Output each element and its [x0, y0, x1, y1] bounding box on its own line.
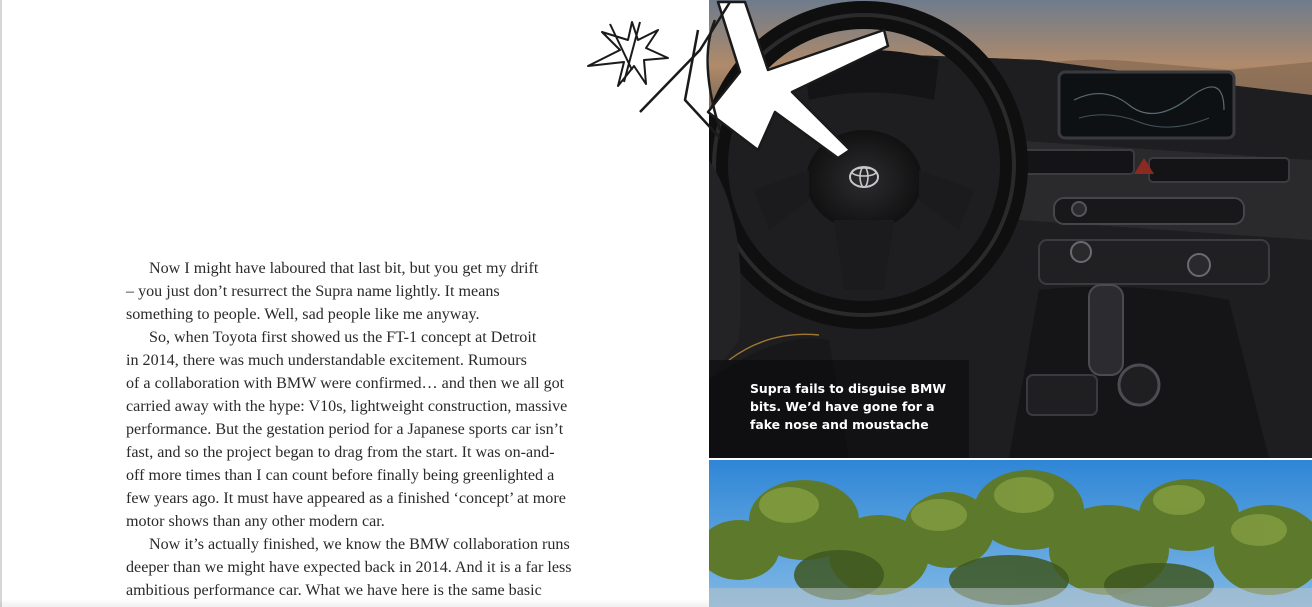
article-line: So, when Toyota first showed us the FT-1 concept at Detroit	[149, 329, 537, 346]
caption-line: fake nose and moustache	[750, 417, 929, 432]
article-line: in 2014, there was much understandable excitement. Rumours	[126, 352, 527, 369]
foliage-illustration	[709, 460, 1312, 607]
article-body	[126, 257, 616, 602]
caption-line: bits. We’d have gone for a	[750, 399, 935, 414]
photo-caption	[750, 380, 950, 434]
article-line: motor shows than any other modern car.	[126, 513, 385, 530]
article-line: deeper than we might have expected back in 2014. And it is a far less	[126, 559, 572, 576]
page-edge	[0, 0, 2, 607]
page-bottom-shadow	[0, 599, 709, 607]
article-line: fast, and so the project began to drag from the start. It was on-and-	[126, 444, 555, 461]
article-line: off more times than I can count before finally being greenlighted a	[126, 467, 555, 484]
article-line: performance. But the gestation period for a Japanese sports car isn’t	[126, 421, 564, 438]
outdoor-photo	[709, 460, 1312, 607]
hand-drawn-star-icon	[580, 0, 900, 160]
article-line: few years ago. It must have appeared as a finished ‘concept’ at more	[126, 490, 566, 507]
article-line: Now it’s actually finished, we know the BMW collaboration runs	[149, 536, 570, 553]
article-line: – you just don’t resurrect the Supra name lightly. It means	[126, 283, 500, 300]
article-line: something to people. Well, sad people like me anyway.	[126, 306, 480, 323]
article-line: ambitious performance car. What we have here is the same basic	[126, 582, 542, 599]
article-line: of a collaboration with BMW were confirmed… and then we all got	[126, 375, 565, 392]
caption-line: Supra fails to disguise BMW	[750, 381, 947, 396]
article-line: carried away with the hype: V10s, lightweight construction, massive	[126, 398, 568, 415]
article-line: Now I might have laboured that last bit, but you get my drift	[149, 260, 539, 277]
